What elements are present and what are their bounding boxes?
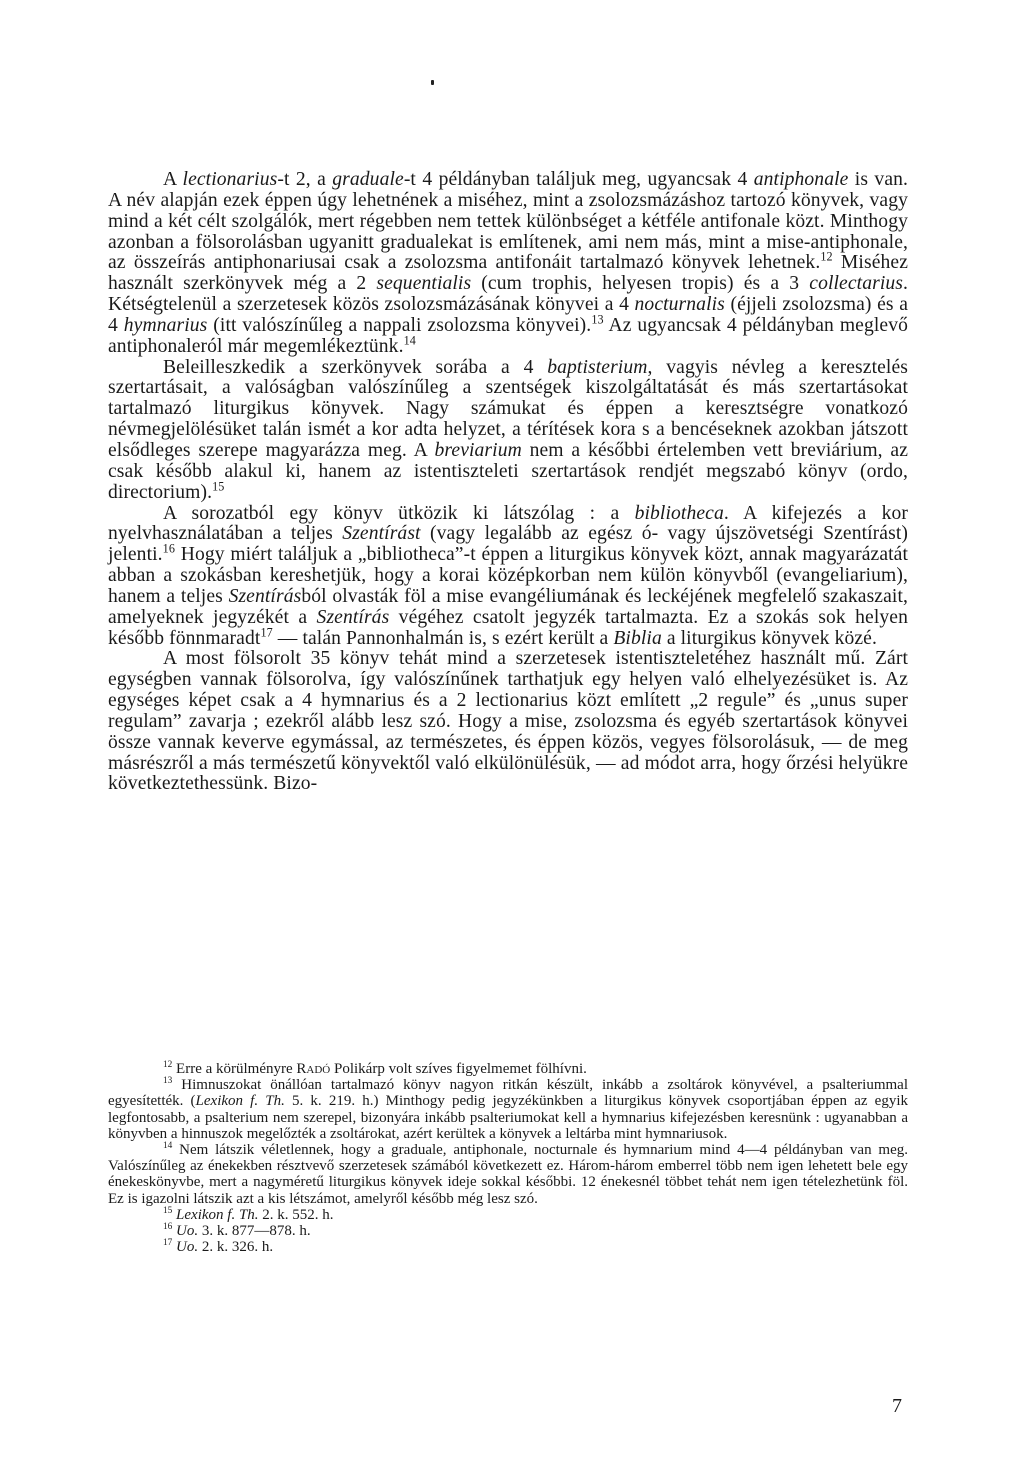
footnote — [108, 1239, 908, 1255]
italic-term: sequentialis — [376, 273, 472, 295]
page-number: 7 — [892, 1395, 902, 1417]
italic-term: breviarium — [434, 439, 522, 461]
body-text — [108, 170, 908, 795]
text-run: is van. A név alapján ezek éppen úgy lehetnének a miséhez, mint a zsolozsmázáshoz tartozó könyvek, vagy mind a két célt szolgálók, mert régebben nem tettek különbséget a kétféle antifonale közt. Minthogy azonban a fölsorolásban ugyanitt gradualekat is említenek, ami nem más, mint a mise-antiphonale, az összeírás antiphonariusai csak a zsolozsma antifonáit tartalmazó könyvek lehetnek. — [108, 169, 909, 274]
text-run: a liturgikus könyvek közé. — [661, 627, 877, 649]
footnote-marker: 13 — [591, 312, 604, 327]
text-run: (cum trophis, helyesen tropis) és a 3 — [471, 273, 810, 295]
text-run: 2. k. 552. h. — [258, 1206, 334, 1223]
text-run: A sorozatból egy könyv ütközik ki látszólag : a — [163, 502, 635, 524]
italic-term: graduale — [332, 169, 404, 190]
italic-term: Biblia — [613, 627, 662, 649]
footnote-marker: 17 — [260, 625, 273, 640]
text-run: Az ugyancsak 4 példányban meglevő antiphonaleról már megemlékeztünk. — [108, 314, 908, 357]
italic-term: lectionarius — [182, 169, 278, 190]
footnote-marker: 13 — [163, 1076, 173, 1087]
italic-term: Lexikon f. Th. — [176, 1206, 259, 1223]
footnote-marker: 15 — [212, 479, 225, 494]
footnote-marker: 16 — [162, 541, 176, 556]
text-run: — talán Pannonhalmán is, s ezért került a — [272, 627, 614, 649]
footnote — [108, 1142, 908, 1207]
text-run: -t 4 példányban találjuk meg, ugyancsak 4 — [403, 169, 754, 190]
footnote-marker: 14 — [403, 333, 416, 348]
text-run: Beleilleszkedik a szerkönyvek sorába a 4 — [163, 356, 548, 378]
footnote-marker: 12 — [163, 1060, 173, 1070]
author-name: Radó — [296, 1061, 331, 1077]
footnote — [108, 1223, 908, 1239]
italic-term: collectarius — [809, 273, 903, 295]
footnote-marker: 16 — [163, 1222, 173, 1233]
italic-term: Lexikon f. Th. — [195, 1093, 285, 1110]
text-run: 2. k. 326. h. — [198, 1239, 274, 1256]
italic-term: hymnarius — [123, 314, 208, 336]
paragraph — [108, 504, 908, 650]
footnote — [108, 1077, 908, 1142]
footnote — [108, 1061, 908, 1077]
text-run: (itt valószínűleg a nappali zsolozsma könyvei). — [207, 314, 592, 336]
text-run: Miséhez használt szerkönyvek még a 2 — [108, 252, 908, 295]
paragraph — [108, 170, 908, 358]
text-run: 5. k. 219. h.) Minthogy pedig jegyzékünkben a liturgikus könyvek csoportjában éppen az egyik legfontosabb, a psalterium nem szerepel, bizonyára inkább psalteriumokat kell a hymnarius kifejezésben keresnünk : ugyanabban a könyvben a hinnuszok megelőzték a zsoltárokat, azért kerültek a könyvek a leltárba mint hymnariusok. — [108, 1093, 908, 1142]
paragraph — [108, 358, 908, 504]
italic-term: baptisterium — [547, 356, 648, 378]
footnote-marker: 17 — [163, 1238, 173, 1249]
text-run: (vagy legalább az egész ó- vagy újszövetségi Szentírást) jelenti. — [108, 523, 908, 566]
text-run: Hogy miért találjuk a „bibliotheca”-t éppen a liturgikus könyvek közt, annak magyarázatát abban a szokásban kereshetjük, hogy a korai középkorban nem külön könyvből (evangeliarium), hanem a teljes — [108, 544, 908, 607]
text-run: végéhez csatolt jegyzék tartalmazta. Ez a szokás sok helyen később fönnmaradt — [108, 606, 908, 649]
italic-term: Uo. — [176, 1223, 199, 1240]
text-run: Himnuszokat önállóan tartalmazó könyv nagyon ritkán készült, inkább a zsoltárok könyvével, a psalteriummal egyesítették. ( — [108, 1077, 908, 1110]
text-run: 3. k. 877—878. h. — [198, 1223, 311, 1240]
italic-term: nocturnalis — [634, 294, 725, 316]
italic-term: antiphonale — [753, 169, 849, 190]
footnote — [108, 1207, 908, 1223]
footnote-marker: 15 — [163, 1205, 173, 1216]
text-run: -t 2, a — [277, 169, 333, 190]
italic-term: bibliotheca — [634, 502, 724, 524]
footnotes — [108, 1061, 908, 1255]
text-run: . A kifejezés a kor nyelvhasználatában a teljes — [108, 502, 908, 545]
text-run: A most fölsorolt 35 könyv tehát mind a szerzetesek istentiszteletéhez használt mű. Zárt egységben vannak fölsorolva, így valószínűnek tarthatjuk egy helyen való elhelyezésüket is. Az egységes képet csak a 4 hymnarius és a 2 lectionarius közt említett „2 regule” és „unus super regulam” zavarja ; ezekről alább lesz szó. Hogy a mise, zsolozsma és egyéb szertartások könyvei össze vannak keverve egymással, az természetes, és éppen közös, vegyes fölsorolásuk, — de meg másrészről a más természetű könyvektől való elkülönülésük, — ad módot arra, hogy őrzési helyükre következtethessünk. Bizo- — [108, 648, 908, 795]
text-run: (éjjeli zsolozsma) és a 4 — [108, 294, 908, 336]
footnote-marker: 14 — [163, 1141, 173, 1152]
italic-term: Szentírás — [228, 585, 302, 607]
text-run: , vagyis névleg a keresztelés szertartásait, a valóságban valószínűleg a szentségek kiszolgáltatását és más szertartásokat tartalmazó liturgikus könyvek. Nagy számukat és éppen a keresztségre vonatkozó névmegjelölésüket talán ismét a kor adta helyzet, a térítések kora s a bencéseknek azokban játszott elsődleges szerepe magyarázza meg. A — [108, 356, 908, 461]
italic-term: Szentírás — [316, 606, 390, 628]
text-run: Polikárp volt szíves figyelmemet fölhívni. — [330, 1061, 587, 1077]
text-run: A — [163, 169, 183, 190]
ink-speck — [431, 80, 434, 85]
text-run: ból olvasták föl a mise evangéliumának és leckéjének megfelelő szakaszait, amelyeknek jegyzékét a — [108, 585, 908, 628]
text-run: Nem látszik véletlennek, hogy a graduale, antiphonale, nocturnale és hymnarium mind 4—4 példányban van meg. Valószínűleg az énekekben résztvevő szerzetesek számából következett ez. Három-három emberrel több nem igen lehetett bele egy énekeskönyvbe, mert a nagyméretű liturgikus könyvek ideje sokkal későbbi. 12 énekesnél többet tehát nem igen tételezhetünk föl. Ez is igazolni látszik azt a kis létszámot, amelyről később még lesz szó. — [108, 1142, 908, 1207]
footnote-marker: 12 — [820, 249, 833, 264]
text-run: . Kétségtelenül a szerzetesek közös zsolozsmázásának könyvei a 4 — [108, 273, 908, 316]
italic-term: Uo. — [176, 1239, 199, 1256]
text-run: nem a későbbi értelemben vett breviárium, az csak később alakul ki, hanem az istentiszteleti szertartások rendjét megszabó könyv (ordo, directorium). — [108, 439, 909, 503]
paragraph — [108, 649, 908, 795]
text-run: Erre a körülményre — [172, 1061, 297, 1077]
italic-term: Szentírást — [342, 523, 421, 545]
